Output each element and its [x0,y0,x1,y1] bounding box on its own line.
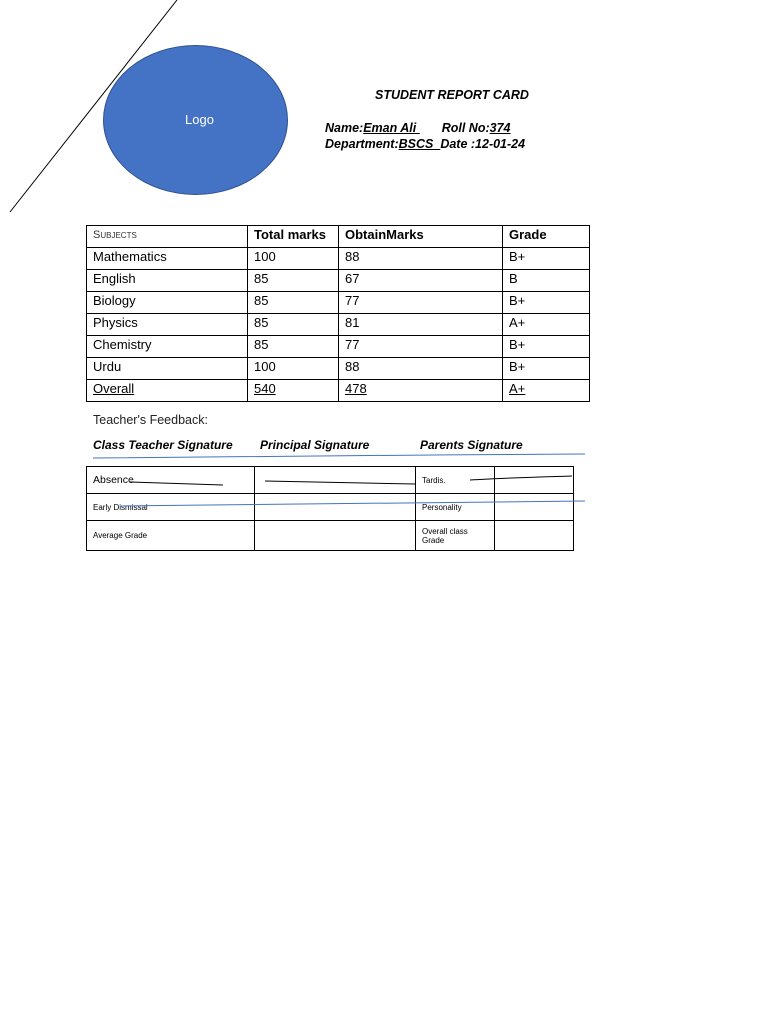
table-row [87,494,574,521]
absence-label: Absence [87,467,255,494]
subject-cell: Physics [87,314,248,336]
table-row [87,521,574,551]
overall-obtained-cell: 478 [339,380,503,402]
total-cell: 100 [248,358,339,380]
absence-value [255,467,416,494]
obtained-cell: 67 [339,270,503,292]
table-row [87,314,590,336]
personality-value [495,494,574,521]
header-grade: Grade [503,226,590,248]
subject-cell: Mathematics [87,248,248,270]
grade-cell: B+ [503,248,590,270]
overall-label-cell: Overall [87,380,248,402]
personality-label: Personality [416,494,495,521]
grade-cell: B [503,270,590,292]
tardis-label: Tardis. [416,467,495,494]
table-row [87,270,590,292]
subject-cell: English [87,270,248,292]
tardis-value [495,467,574,494]
average-grade-value [255,521,416,551]
overall-total-cell: 540 [248,380,339,402]
report-title: STUDENT REPORT CARD [375,88,529,102]
early-dismissal-value [255,494,416,521]
early-dismissal-label: Early Dismissal [87,494,255,521]
obtained-cell: 88 [339,358,503,380]
overall-class-grade-label: Overall class Grade [416,521,495,551]
logo-label: Logo [185,112,214,127]
date-label: Date :12-01-24 [440,137,526,151]
total-cell: 85 [248,336,339,358]
marks-table [86,225,590,402]
table-row-overall [87,380,590,402]
total-cell: 85 [248,270,339,292]
department-line [325,137,525,151]
subject-cell: Chemistry [87,336,248,358]
grade-cell: B+ [503,358,590,380]
name-label: Name: [325,121,364,135]
name-value: Eman Ali [363,121,420,135]
grade-cell: B+ [503,336,590,358]
header-subjects: Subjects [87,226,248,248]
grade-cell: B+ [503,292,590,314]
obtained-cell: 88 [339,248,503,270]
department-label: Department: [325,137,399,151]
table-row [87,336,590,358]
name-line [325,121,511,135]
department-value: BSCS [398,137,441,151]
teacher-feedback-label: Teacher's Feedback: [93,413,208,427]
overall-grade-cell: A+ [503,380,590,402]
class-teacher-signature-label: Class Teacher Signature [93,438,233,452]
header-total-marks: Total marks [248,226,339,248]
subject-cell: Biology [87,292,248,314]
table-header-row [87,226,590,248]
table-row [87,292,590,314]
total-cell: 85 [248,314,339,336]
total-cell: 100 [248,248,339,270]
obtained-cell: 81 [339,314,503,336]
grade-cell: A+ [503,314,590,336]
roll-value: 374 [489,121,511,135]
overall-class-grade-value [495,521,574,551]
total-cell: 85 [248,292,339,314]
header-obtain-marks: ObtainMarks [339,226,503,248]
subject-cell: Urdu [87,358,248,380]
parents-signature-label: Parents Signature [420,438,523,452]
table-row [87,248,590,270]
table-row [87,467,574,494]
principal-signature-label: Principal Signature [260,438,370,452]
obtained-cell: 77 [339,336,503,358]
table-row [87,358,590,380]
attendance-info-table [86,466,574,551]
average-grade-label: Average Grade [87,521,255,551]
obtained-cell: 77 [339,292,503,314]
roll-label: Roll No: [441,121,490,135]
blue-pen-stroke [93,454,585,458]
